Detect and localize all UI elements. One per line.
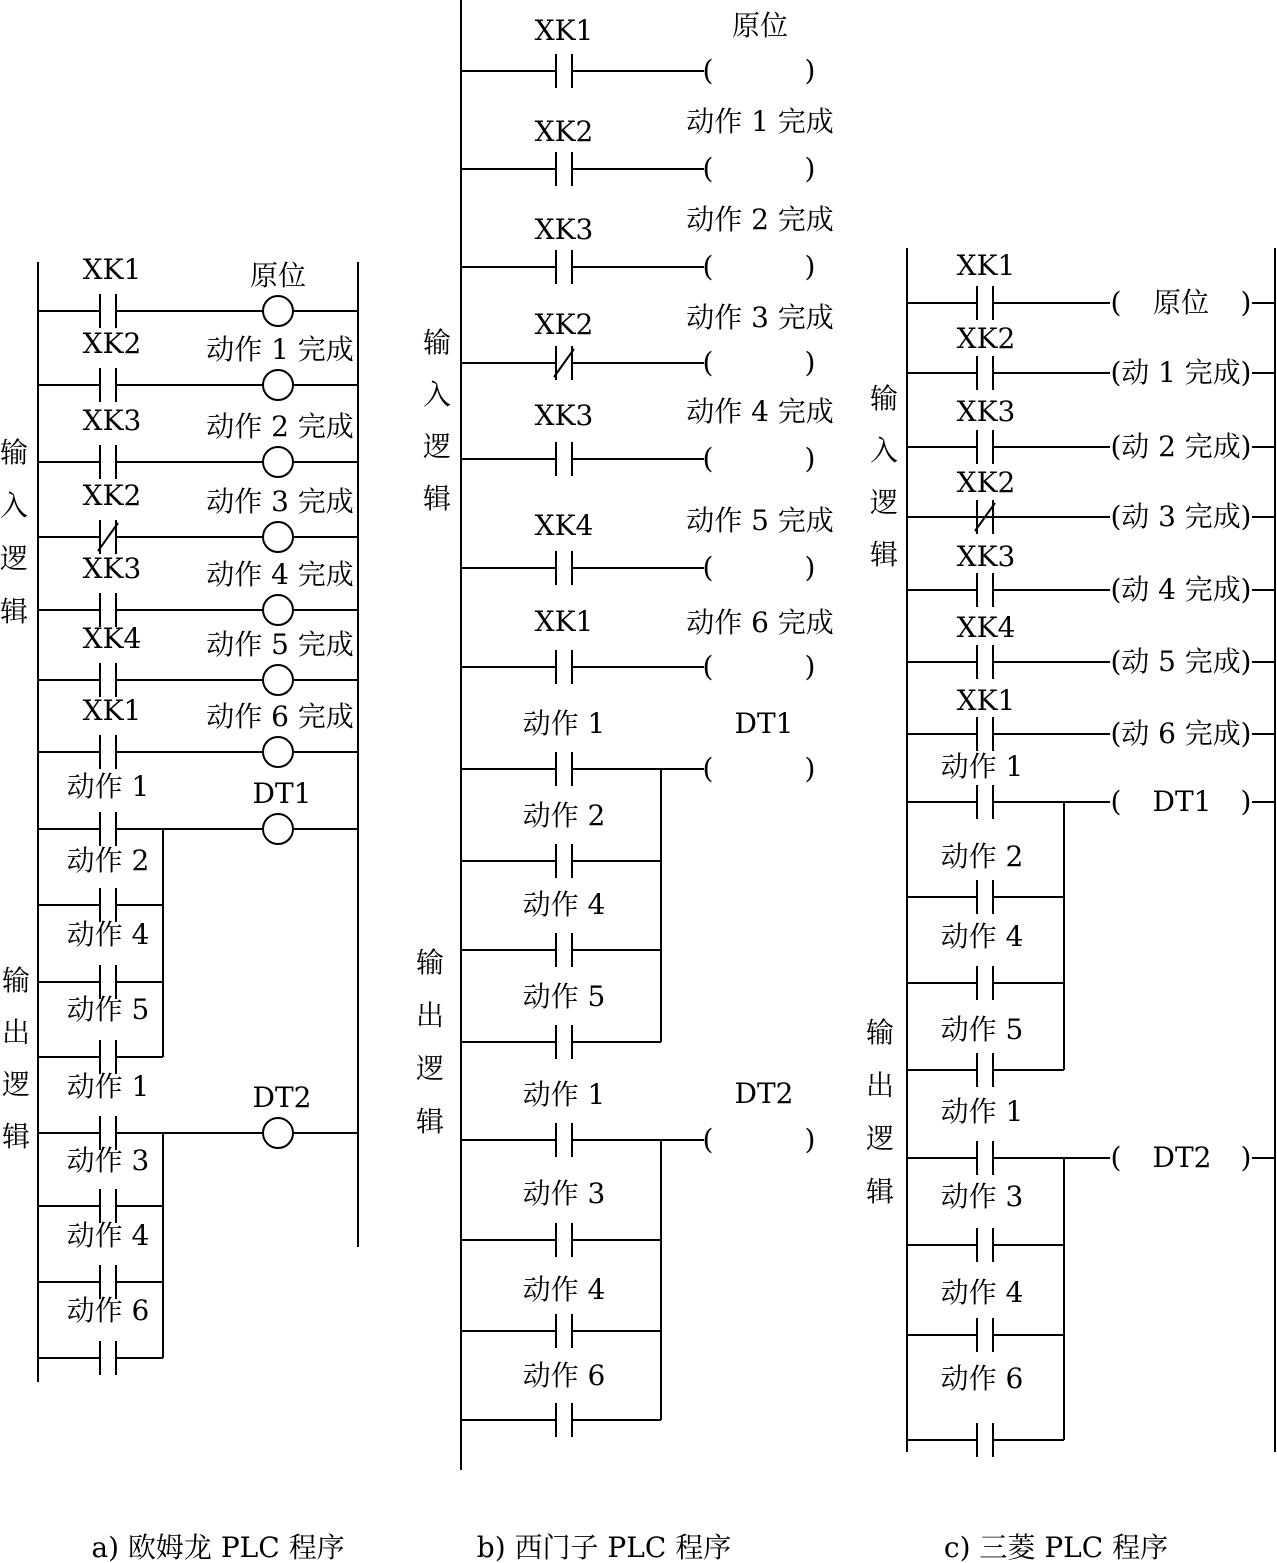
coil-right-paren: ): [1240, 1141, 1252, 1174]
input-rung: [907, 540, 1275, 607]
no-contact: [977, 286, 993, 320]
coil-right-paren: ): [1240, 785, 1252, 818]
contact-label: XK2: [534, 115, 594, 148]
label-char: 逻: [869, 486, 899, 519]
nc-contact: [98, 520, 118, 554]
contact-label: XK2: [956, 466, 1016, 499]
input-rung: [461, 9, 815, 88]
no-contact: [556, 54, 572, 88]
output-logic-label: [866, 1016, 894, 1208]
label-char: 入: [869, 434, 899, 467]
no-contact: [556, 1223, 572, 1257]
input-rung: [461, 203, 834, 284]
coil-right-paren: ): [804, 752, 816, 785]
coil-circle: [263, 370, 293, 400]
no-contact: [100, 445, 116, 479]
label-char: 逻: [415, 1052, 445, 1085]
coil-circle: [263, 1118, 293, 1148]
no-contact: [977, 1228, 993, 1262]
output-rung: [461, 1077, 815, 1437]
coil-label: 原位: [1152, 286, 1210, 319]
coil-left-paren: (: [702, 752, 714, 785]
input-rung: [461, 605, 834, 684]
coil-left-paren: (: [1110, 430, 1122, 463]
coil-label: 原位: [731, 9, 789, 42]
contact-label: XK1: [534, 14, 594, 47]
no-contact: [556, 1025, 572, 1059]
input-logic-label: [0, 436, 28, 628]
coil-label: 动作 1 完成: [206, 333, 354, 366]
no-contact: [977, 880, 993, 914]
contact-label: XK1: [956, 684, 1016, 717]
output-rung: [907, 750, 1275, 1087]
coil-right-paren: ): [1240, 645, 1252, 678]
coil-left-paren: (: [1110, 645, 1122, 678]
contact-label: XK3: [534, 213, 594, 246]
nc-contact: [975, 500, 995, 534]
contact-label: 动作 1: [940, 750, 1024, 783]
coil-left-paren: (: [1110, 500, 1122, 533]
coil-right-paren: ): [1240, 430, 1252, 463]
contact-label: XK1: [82, 694, 142, 727]
output-rung: [38, 770, 358, 1074]
contact-label: XK1: [82, 253, 142, 286]
no-contact: [556, 551, 572, 585]
label-char: 辑: [1, 1120, 31, 1153]
contact-label: 动作 1: [522, 1078, 606, 1111]
contact-label: XK1: [956, 249, 1016, 282]
contact-label: 动作 2: [66, 844, 150, 877]
contact-label: XK3: [82, 552, 142, 585]
contact-label: 动作 4: [940, 1276, 1024, 1309]
coil-right-paren: ): [804, 1123, 816, 1156]
label-char: 入: [422, 378, 452, 411]
omron-caption: a) 欧姆龙 PLC 程序: [91, 1531, 345, 1563]
input-rung: [907, 322, 1275, 390]
coil-label: 动作 6 完成: [686, 606, 834, 639]
coil-left-paren: (: [1110, 785, 1122, 818]
coil-right-paren: ): [804, 551, 816, 584]
input-rung: [461, 395, 834, 476]
contact-label: 动作 2: [522, 799, 606, 832]
label-char: 辑: [0, 595, 29, 628]
coil-right-paren: ): [1240, 500, 1252, 533]
coil-left-paren: (: [702, 650, 714, 683]
siemens-caption: b) 西门子 PLC 程序: [476, 1531, 732, 1563]
coil-label: 动 5 完成: [1121, 645, 1241, 678]
no-contact: [556, 844, 572, 878]
no-contact: [100, 812, 116, 846]
contact-label: 动作 5: [522, 980, 606, 1013]
input-rung: [461, 504, 834, 585]
coil-label: 动 2 完成: [1121, 430, 1241, 463]
coil-left-paren: (: [702, 442, 714, 475]
no-contact: [100, 294, 116, 328]
no-contact: [977, 356, 993, 390]
contact-label: 动作 5: [66, 993, 150, 1026]
contact-label: XK3: [956, 540, 1016, 573]
input-rung: [38, 404, 358, 479]
label-char: 输: [869, 382, 899, 415]
no-contact: [556, 1314, 572, 1348]
coil-left-paren: (: [1110, 286, 1122, 319]
contact-label: 动作 3: [522, 1177, 606, 1210]
no-contact: [977, 430, 993, 464]
coil-right-paren: ): [1240, 573, 1252, 606]
input-rung: [907, 466, 1275, 534]
contact-label: XK2: [956, 322, 1016, 355]
contact-label: XK2: [82, 327, 142, 360]
no-contact: [977, 1141, 993, 1175]
coil-right-paren: ): [804, 346, 816, 379]
no-contact: [977, 717, 993, 751]
contact-label: 动作 3: [66, 1144, 150, 1177]
no-contact: [100, 368, 116, 402]
coil-left-paren: (: [1110, 573, 1122, 606]
coil-left-paren: (: [702, 551, 714, 584]
no-contact: [556, 650, 572, 684]
coil-label: 动作 5 完成: [206, 628, 354, 661]
output-logic-label: [2, 964, 30, 1153]
input-rung: [38, 622, 358, 697]
label-char: 逻: [865, 1122, 895, 1155]
contact-label: 动作 2: [940, 840, 1024, 873]
label-char: 输: [415, 946, 445, 979]
label-char: 逻: [0, 542, 29, 575]
coil-circle: [263, 814, 293, 844]
label-char: 输: [865, 1016, 895, 1049]
coil-right-paren: ): [1240, 717, 1252, 750]
coil-right-paren: ): [1240, 356, 1252, 389]
coil-left-paren: (: [1110, 1141, 1122, 1174]
no-contact: [556, 442, 572, 476]
input-rung: [907, 611, 1275, 679]
output-rung: [461, 707, 815, 1059]
coil-label: 动 4 完成: [1121, 573, 1241, 606]
contact-label: XK4: [956, 611, 1016, 644]
input-rung: [38, 327, 358, 402]
coil-label: 动 1 完成: [1121, 356, 1241, 389]
coil-circle: [263, 737, 293, 767]
coil-label: 动作 5 完成: [686, 504, 834, 537]
label-char: 输: [1, 964, 31, 997]
no-contact: [977, 1318, 993, 1352]
coil-label: 动作 3 完成: [686, 301, 834, 334]
contact-label: XK1: [534, 605, 594, 638]
coil-circle: [263, 595, 293, 625]
coil-label: 动作 6 完成: [206, 700, 354, 733]
coil-right-paren: ): [804, 250, 816, 283]
no-contact: [100, 1189, 116, 1223]
coil-circle: [263, 522, 293, 552]
contact-label: 动作 4: [66, 918, 150, 951]
no-contact: [100, 1341, 116, 1375]
label-char: 出: [415, 999, 445, 1032]
coil-circle: [263, 447, 293, 477]
contact-label: 动作 4: [522, 1273, 606, 1306]
coil-label: 动作 4 完成: [686, 395, 834, 428]
contact-label: 动作 1: [522, 707, 606, 740]
contact-label: XK2: [534, 308, 594, 341]
label-char: 出: [1, 1016, 31, 1049]
input-rung: [38, 253, 358, 328]
coil-right-paren: ): [804, 442, 816, 475]
input-logic-label: [423, 326, 451, 515]
coil-label: DT2: [252, 1081, 312, 1114]
contact-label: 动作 1: [66, 770, 150, 803]
no-contact: [100, 663, 116, 697]
coil-label: 动作 2 完成: [686, 203, 834, 236]
no-contact: [556, 152, 572, 186]
siemens-ladder-panel: [416, 0, 834, 1470]
coil-label: 动作 3 完成: [206, 485, 354, 518]
label-char: 输: [422, 326, 452, 359]
contact-label: 动作 1: [940, 1095, 1024, 1128]
coil-label: DT1: [252, 777, 312, 810]
label-char: 输: [0, 436, 29, 469]
coil-right-paren: ): [1240, 286, 1252, 319]
no-contact: [977, 785, 993, 819]
input-logic-label: [870, 382, 898, 571]
label-char: 辑: [422, 482, 452, 515]
no-contact: [556, 752, 572, 786]
contact-label: 动作 6: [66, 1294, 150, 1327]
contact-label: 动作 6: [522, 1359, 606, 1392]
no-contact: [556, 1403, 572, 1437]
nc-contact: [554, 346, 574, 380]
coil-right-paren: ): [804, 650, 816, 683]
label-char: 出: [865, 1069, 895, 1102]
omron-ladder-panel: [0, 253, 358, 1382]
input-rung: [907, 249, 1275, 320]
input-rung: [907, 684, 1275, 751]
coil-label: 动作 4 完成: [206, 558, 354, 591]
coil-label: DT1: [734, 707, 794, 740]
no-contact: [977, 1053, 993, 1087]
label-char: 辑: [415, 1105, 445, 1138]
input-rung: [38, 694, 358, 769]
coil-left-paren: (: [702, 250, 714, 283]
coil-label: 动作 2 完成: [206, 410, 354, 443]
no-contact: [977, 966, 993, 1000]
coil-right-paren: ): [804, 54, 816, 87]
output-logic-label: [416, 946, 444, 1138]
input-rung: [907, 395, 1275, 464]
coil-label: DT2: [1152, 1141, 1212, 1174]
coil-left-paren: (: [702, 54, 714, 87]
coil-label: 原位: [249, 259, 307, 292]
mitsubishi-caption: c) 三菱 PLC 程序: [943, 1531, 1169, 1563]
contact-label: XK3: [956, 395, 1016, 428]
no-contact: [556, 250, 572, 284]
coil-circle: [263, 296, 293, 326]
no-contact: [100, 735, 116, 769]
coil-left-paren: (: [702, 346, 714, 379]
contact-label: XK3: [82, 404, 142, 437]
input-rung: [461, 105, 834, 186]
coil-label: DT2: [734, 1077, 794, 1110]
contact-label: XK4: [534, 509, 594, 542]
coil-left-paren: (: [1110, 717, 1122, 750]
coil-label: 动 6 完成: [1121, 717, 1241, 750]
label-char: 入: [0, 489, 29, 522]
input-rung: [461, 301, 834, 380]
contact-label: XK2: [82, 479, 142, 512]
no-contact: [556, 933, 572, 967]
contact-label: 动作 6: [940, 1362, 1024, 1395]
contact-label: 动作 4: [66, 1219, 150, 1252]
contact-label: 动作 1: [66, 1070, 150, 1103]
label-char: 逻: [1, 1068, 31, 1101]
coil-left-paren: (: [702, 152, 714, 185]
label-char: 逻: [422, 430, 452, 463]
coil-left-paren: (: [702, 1123, 714, 1156]
output-rung: [907, 1095, 1275, 1457]
output-rung: [38, 1070, 358, 1375]
coil-label: 动作 1 完成: [686, 105, 834, 138]
no-contact: [977, 645, 993, 679]
contact-label: XK3: [534, 399, 594, 432]
contact-label: 动作 4: [940, 920, 1024, 953]
contact-label: XK4: [82, 622, 142, 655]
coil-label: DT1: [1152, 785, 1212, 818]
no-contact: [977, 1423, 993, 1457]
mitsubishi-ladder-panel: [866, 248, 1275, 1457]
no-contact: [100, 888, 116, 922]
no-contact: [100, 1040, 116, 1074]
coil-circle: [263, 665, 293, 695]
input-rung: [38, 552, 358, 627]
coil-right-paren: ): [804, 152, 816, 185]
coil-left-paren: (: [1110, 356, 1122, 389]
no-contact: [556, 1123, 572, 1157]
label-char: 辑: [869, 538, 899, 571]
contact-label: 动作 5: [940, 1013, 1024, 1046]
label-char: 辑: [865, 1175, 895, 1208]
input-rung: [38, 479, 358, 554]
coil-label: 动 3 完成: [1121, 500, 1241, 533]
contact-label: 动作 4: [522, 888, 606, 921]
contact-label: 动作 3: [940, 1180, 1024, 1213]
no-contact: [977, 573, 993, 607]
